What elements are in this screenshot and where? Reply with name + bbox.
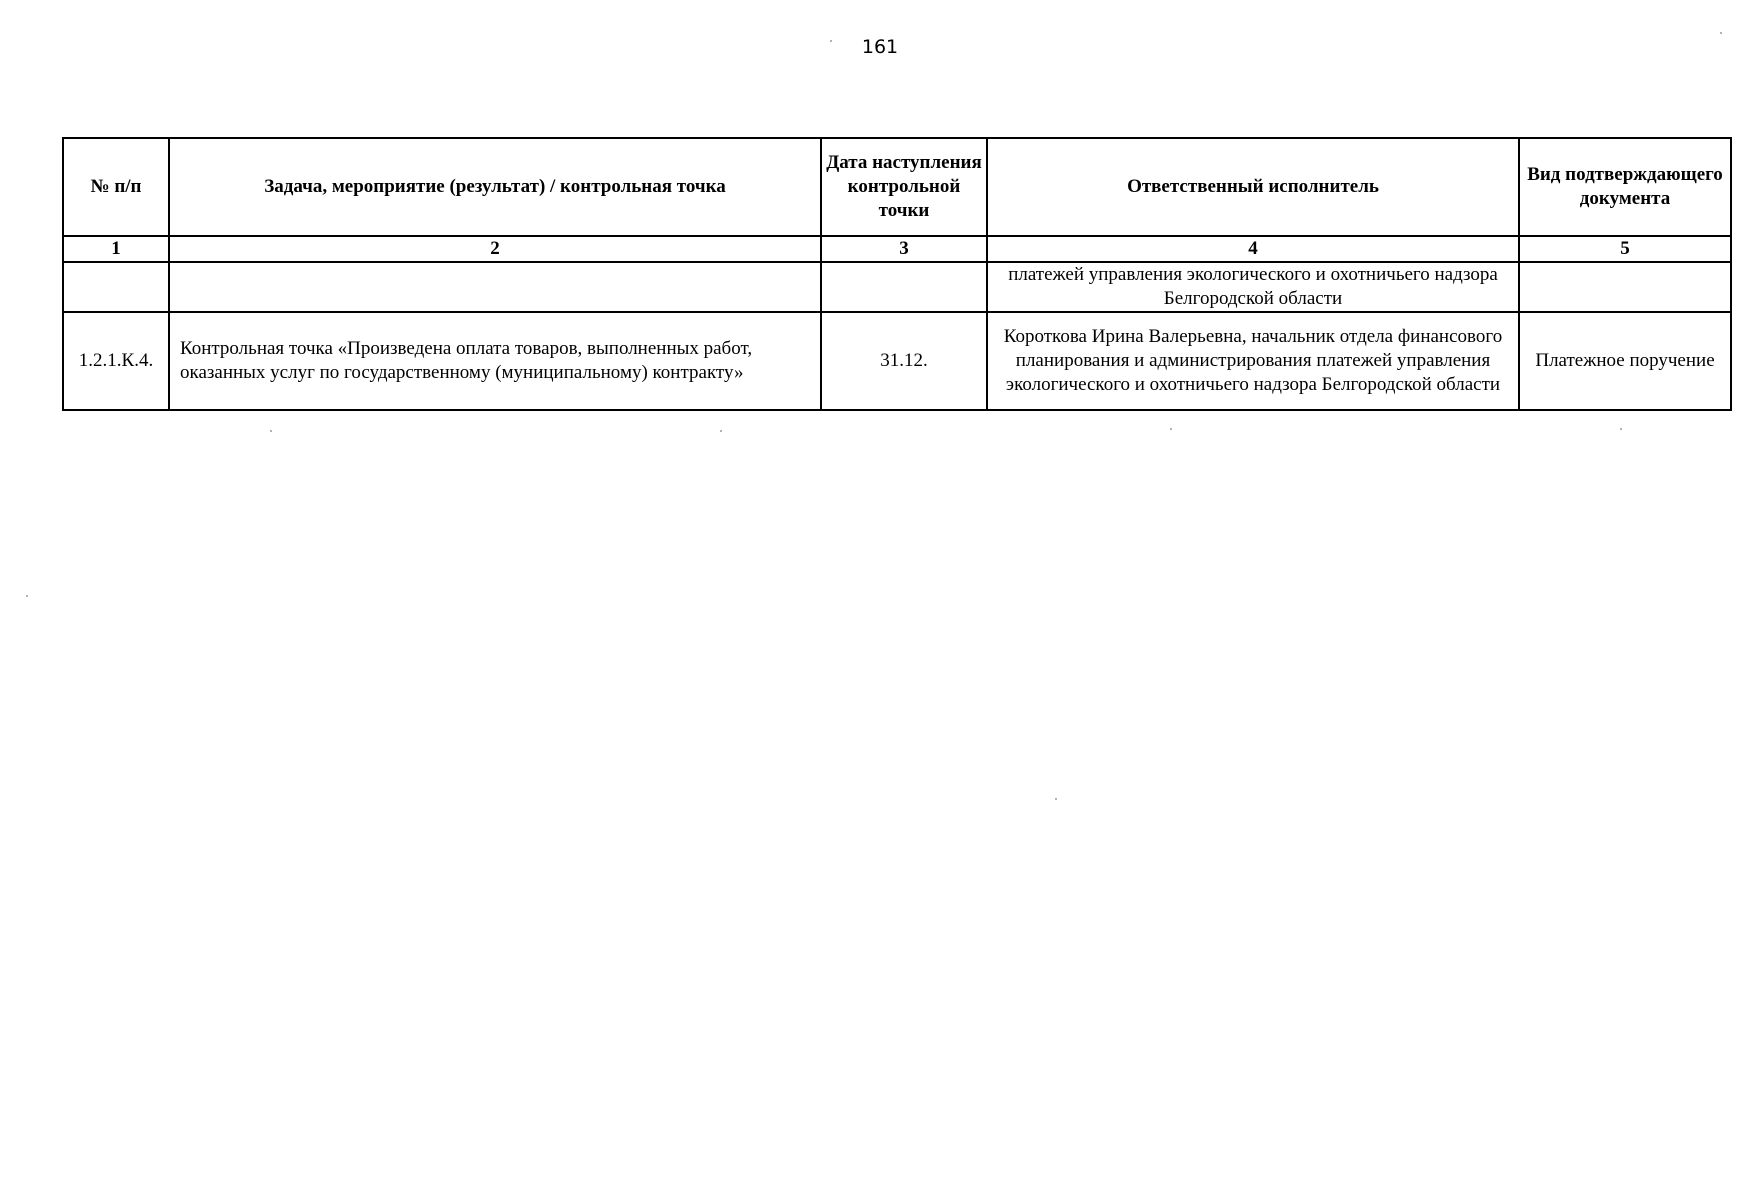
scan-speck [720,430,722,432]
scan-speck [1720,32,1722,34]
scan-speck [26,595,28,597]
scan-speck [1170,428,1172,430]
row-document-cell: Платежное поручение [1519,312,1731,410]
header-document: Вид подтверждающего документа [1519,138,1731,236]
column-number: 5 [1519,236,1731,262]
column-number: 4 [987,236,1519,262]
header-date: Дата наступления контрольной точки [821,138,987,236]
column-numbers-row [63,236,1731,262]
row-task-cell: Контрольная точка «Произведена оплата товаров, выполненных работ, оказанных услуг по государственному (муниципальному) контракту» [169,312,821,410]
column-number: 2 [169,236,821,262]
column-number: 1 [63,236,169,262]
scan-speck [1055,798,1057,800]
row-number-cell [63,262,169,312]
table-row [63,262,1731,312]
page-number: 161 [861,36,899,58]
scan-speck [270,430,272,432]
row-date-cell [821,262,987,312]
table-row [63,312,1731,410]
header-number: № п/п [63,138,169,236]
row-document-cell [1519,262,1731,312]
header-executor: Ответственный исполнитель [987,138,1519,236]
scan-speck [1620,428,1622,430]
column-number: 3 [821,236,987,262]
row-date-cell: 31.12. [821,312,987,410]
scan-speck [830,40,832,42]
row-executor-cell: Короткова Ирина Валерьевна, начальник отдела финансового планирования и администрирования платежей управления экологического и охотничьего надзора Белгородской области [987,312,1519,410]
row-task-cell [169,262,821,312]
header-task: Задача, мероприятие (результат) / контрольная точка [169,138,821,236]
row-number-cell: 1.2.1.К.4. [63,312,169,410]
control-points-table [62,137,1732,411]
table-header-row [63,138,1731,236]
row-executor-cell: платежей управления экологического и охотничьего надзора Белгородской области [987,262,1519,312]
